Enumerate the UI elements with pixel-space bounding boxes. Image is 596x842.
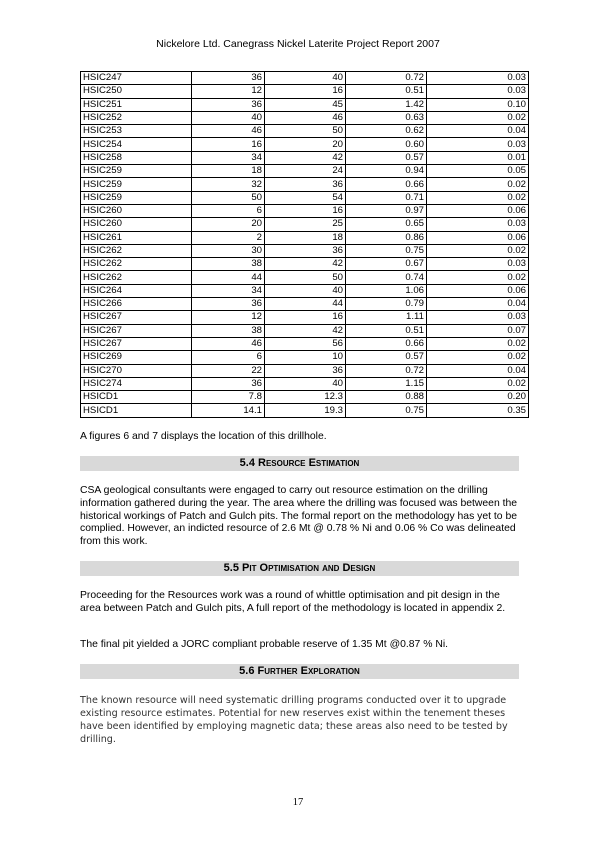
table-cell: HSIC270: [81, 364, 192, 377]
table-row: [81, 191, 529, 204]
table-row: [81, 85, 529, 98]
table-cell: 50: [265, 271, 346, 284]
table-row: [81, 391, 529, 404]
table-cell: HSIC262: [81, 244, 192, 257]
table-cell: 42: [265, 151, 346, 164]
page-number: 17: [292, 797, 304, 808]
table-cell: HSIC262: [81, 271, 192, 284]
table-cell: HSIC259: [81, 165, 192, 178]
table-cell: 50: [192, 191, 265, 204]
table-cell: HSIC261: [81, 231, 192, 244]
table-row: [81, 111, 529, 124]
section-number: 5.4: [239, 457, 255, 469]
table-cell: 0.06: [427, 284, 529, 297]
table-cell: 0.51: [346, 85, 427, 98]
table-row: [81, 244, 529, 257]
table-cell: 0.71: [346, 191, 427, 204]
section-number: 5.6: [239, 665, 255, 677]
table-cell: 0.75: [346, 404, 427, 417]
table-cell: HSIC260: [81, 218, 192, 231]
table-cell: 40: [265, 377, 346, 390]
table-row: [81, 138, 529, 151]
section-heading-pit-optimisation: [80, 561, 519, 576]
table-cell: 20: [265, 138, 346, 151]
table-cell: 56: [265, 337, 346, 350]
table-row: [81, 72, 529, 85]
table-cell: 0.04: [427, 125, 529, 138]
table-cell: HSIC264: [81, 284, 192, 297]
table-cell: 34: [192, 284, 265, 297]
table-cell: HSIC262: [81, 258, 192, 271]
table-cell: 18: [265, 231, 346, 244]
drill-results-table: [80, 71, 529, 418]
table-cell: 0.65: [346, 218, 427, 231]
table-cell: 1.11: [346, 311, 427, 324]
table-cell: 0.03: [427, 218, 529, 231]
table-row: [81, 284, 529, 297]
table-row: [81, 151, 529, 164]
table-cell: 36: [192, 98, 265, 111]
table-cell: 14.1: [192, 404, 265, 417]
table-cell: 0.35: [427, 404, 529, 417]
table-cell: 0.03: [427, 85, 529, 98]
table-cell: 50: [265, 125, 346, 138]
table-cell: 0.06: [427, 231, 529, 244]
table-cell: 40: [265, 284, 346, 297]
table-cell: HSIC247: [81, 72, 192, 85]
table-cell: HSICD1: [81, 404, 192, 417]
table-cell: HSIC259: [81, 191, 192, 204]
table-cell: HSIC250: [81, 85, 192, 98]
table-cell: HSIC254: [81, 138, 192, 151]
table-row: [81, 125, 529, 138]
table-cell: 16: [265, 204, 346, 217]
table-cell: 44: [192, 271, 265, 284]
table-cell: 0.02: [427, 111, 529, 124]
table-cell: 32: [192, 178, 265, 191]
table-cell: 40: [265, 72, 346, 85]
resource-estimation-paragraph: CSA geological consultants were engaged to carry out resource estimation on the drilling information gathered during the year. The area where the drilling was focused was between the historical workings of Patch and Gulch pits. The formal report on the methodology has yet to be complied. However, an indicted resource of 2.6 Mt @ 0.78 % Ni and 0.06 % Co was delineated from this work.: [80, 485, 518, 548]
table-cell: 36: [265, 244, 346, 257]
table-cell: 0.75: [346, 244, 427, 257]
table-row: [81, 204, 529, 217]
table-cell: 0.86: [346, 231, 427, 244]
table-cell: 0.02: [427, 178, 529, 191]
table-row: [81, 178, 529, 191]
table-cell: 0.07: [427, 324, 529, 337]
table-cell: HSIC253: [81, 125, 192, 138]
table-cell: 0.63: [346, 111, 427, 124]
table-cell: 0.94: [346, 165, 427, 178]
table-cell: 0.01: [427, 151, 529, 164]
table-cell: 38: [192, 258, 265, 271]
table-cell: 0.62: [346, 125, 427, 138]
table-cell: 24: [265, 165, 346, 178]
table-cell: 0.03: [427, 311, 529, 324]
table-cell: 38: [192, 324, 265, 337]
table-cell: 46: [192, 125, 265, 138]
table-cell: 16: [192, 138, 265, 151]
table-cell: 46: [192, 337, 265, 350]
table-cell: 2: [192, 231, 265, 244]
drillhole-location-note: A figures 6 and 7 displays the location of this drillhole.: [80, 431, 327, 442]
table-cell: 44: [265, 298, 346, 311]
table-cell: 36: [192, 72, 265, 85]
table-cell: 30: [192, 244, 265, 257]
table-cell: 36: [265, 364, 346, 377]
table-row: [81, 351, 529, 364]
table-cell: HSIC266: [81, 298, 192, 311]
table-cell: 45: [265, 98, 346, 111]
table-cell: HSIC260: [81, 204, 192, 217]
running-header: Nickelore Ltd. Canegrass Nickel Laterite Project Report 2007: [156, 38, 440, 50]
table-cell: 40: [192, 111, 265, 124]
table-cell: 0.02: [427, 271, 529, 284]
table-cell: 22: [192, 364, 265, 377]
table-row: [81, 165, 529, 178]
table-cell: 34: [192, 151, 265, 164]
table-cell: 46: [265, 111, 346, 124]
table-cell: 36: [265, 178, 346, 191]
table-cell: HSIC252: [81, 111, 192, 124]
table-cell: 54: [265, 191, 346, 204]
table-row: [81, 231, 529, 244]
table-cell: 1.42: [346, 98, 427, 111]
table-cell: 0.02: [427, 337, 529, 350]
table-cell: 12.3: [265, 391, 346, 404]
table-cell: HSIC251: [81, 98, 192, 111]
table-row: [81, 377, 529, 390]
table-cell: 0.57: [346, 151, 427, 164]
table-cell: 42: [265, 258, 346, 271]
probable-reserve-paragraph: The final pit yielded a JORC compliant probable reserve of 1.35 Mt @0.87 % Ni.: [80, 639, 449, 650]
pit-optimisation-paragraph: Proceeding for the Resources work was a round of whittle optimisation and pit design in the area between Patch and Gulch pits, A full report of the methodology is located in appendix 2.: [80, 590, 506, 614]
table-cell: 36: [192, 298, 265, 311]
table-cell: 12: [192, 311, 265, 324]
table-cell: 0.97: [346, 204, 427, 217]
table-row: [81, 258, 529, 271]
table-cell: 1.15: [346, 377, 427, 390]
table-cell: 0.05: [427, 165, 529, 178]
table-cell: 0.67: [346, 258, 427, 271]
table-cell: 36: [192, 377, 265, 390]
table-cell: 19.3: [265, 404, 346, 417]
table-cell: HSIC258: [81, 151, 192, 164]
table-cell: 0.02: [427, 377, 529, 390]
table-cell: HSICD1: [81, 391, 192, 404]
table-row: [81, 324, 529, 337]
table-cell: 0.74: [346, 271, 427, 284]
table-row: [81, 218, 529, 231]
table-cell: HSIC274: [81, 377, 192, 390]
table-cell: 0.60: [346, 138, 427, 151]
table-cell: 42: [265, 324, 346, 337]
table-row: [81, 364, 529, 377]
table-cell: 0.03: [427, 258, 529, 271]
table-cell: HSIC269: [81, 351, 192, 364]
table-cell: 0.88: [346, 391, 427, 404]
table-cell: 0.79: [346, 298, 427, 311]
table-row: [81, 311, 529, 324]
table-cell: 0.04: [427, 364, 529, 377]
table-cell: HSIC267: [81, 324, 192, 337]
table-row: [81, 404, 529, 417]
table-cell: 0.06: [427, 204, 529, 217]
table-cell: 25: [265, 218, 346, 231]
table-row: [81, 298, 529, 311]
table-row: [81, 98, 529, 111]
table-cell: 0.02: [427, 351, 529, 364]
section-heading-resource-estimation: [80, 456, 519, 471]
table-cell: 0.03: [427, 138, 529, 151]
table-cell: 0.02: [427, 244, 529, 257]
table-cell: 12: [192, 85, 265, 98]
table-cell: 16: [265, 85, 346, 98]
table-cell: 0.72: [346, 72, 427, 85]
table-cell: 16: [265, 311, 346, 324]
table-cell: 7.8: [192, 391, 265, 404]
table-cell: 0.10: [427, 98, 529, 111]
table-cell: 10: [265, 351, 346, 364]
table-cell: HSIC267: [81, 311, 192, 324]
table-cell: 0.02: [427, 191, 529, 204]
table-row: [81, 337, 529, 350]
table-cell: 18: [192, 165, 265, 178]
section-title: Resource Estimation: [258, 457, 360, 469]
further-exploration-paragraph: The known resource will need systematic drilling programs conducted over it to upgrade existing resource estimates. Potential for new reserves exist within the tenement theses have been identified by employing magnetic data; these areas also need to be tested by drilling.: [80, 695, 508, 745]
table-cell: HSIC267: [81, 337, 192, 350]
section-heading-further-exploration: [80, 664, 519, 679]
table-cell: 0.51: [346, 324, 427, 337]
table-row: [81, 271, 529, 284]
table-cell: 6: [192, 204, 265, 217]
section-number: 5.5: [223, 562, 239, 574]
table-cell: 1.06: [346, 284, 427, 297]
table-cell: 20: [192, 218, 265, 231]
table-cell: 0.03: [427, 72, 529, 85]
table-cell: 0.20: [427, 391, 529, 404]
table-cell: 0.66: [346, 337, 427, 350]
table-cell: 6: [192, 351, 265, 364]
table-cell: 0.04: [427, 298, 529, 311]
section-title: Further Exploration: [257, 665, 360, 677]
section-title: Pit Optimisation and Design: [242, 562, 376, 574]
drill-results-body: [81, 72, 529, 418]
table-cell: 0.66: [346, 178, 427, 191]
table-cell: 0.72: [346, 364, 427, 377]
table-cell: HSIC259: [81, 178, 192, 191]
table-cell: 0.57: [346, 351, 427, 364]
